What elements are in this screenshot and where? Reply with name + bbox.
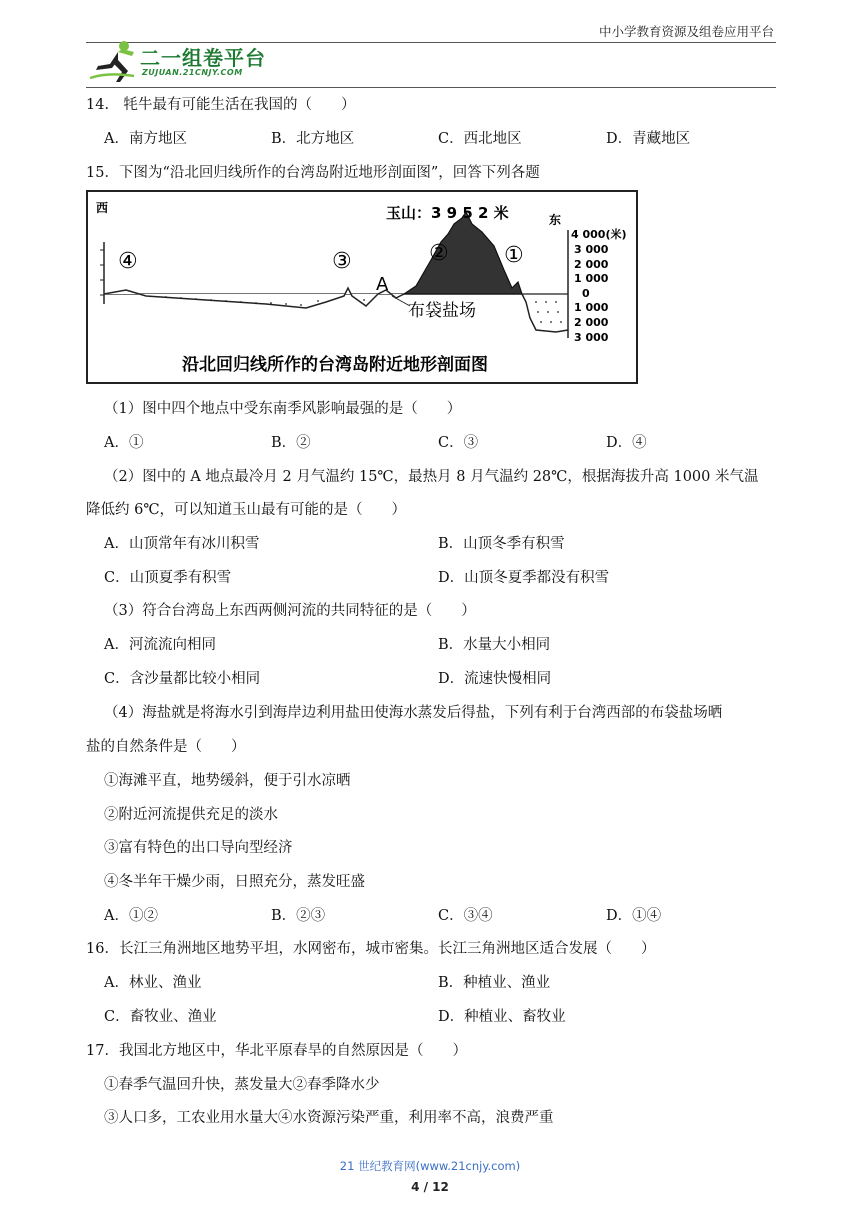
q14-option-a[interactable]: A．南方地区 <box>104 131 187 147</box>
q15-sub2-stem-line1: （2）图中的 A 地点最冷月 2 月气温约 15℃，最热月 8 月气温约 28℃，根据海拔升高 1000 米气温 <box>104 469 759 485</box>
q15-sub1-option-b[interactable]: B．② <box>271 435 311 451</box>
q15-sub4-option-b[interactable]: B．②③ <box>271 908 326 924</box>
terrain-profile-figure <box>86 190 638 384</box>
q16-stem: 16．长江三角洲地区地势平坦，水网密布，城市密集。长江三角洲地区适合发展（ ） <box>86 941 656 957</box>
tick-0: 0 <box>582 287 590 300</box>
point-1: ① <box>504 243 524 268</box>
saltfield-label: 布袋盐场 <box>408 301 476 321</box>
tick-neg1000: 1 000 <box>574 301 609 314</box>
q15-sub1-option-c[interactable]: C．③ <box>438 435 479 451</box>
q16-option-b[interactable]: B．种植业、渔业 <box>438 975 551 991</box>
q15-stem: 15．下图为“沿北回归线所作的台湾岛附近地形剖面图”，回答下列各题 <box>86 165 540 181</box>
q15-sub2-option-a[interactable]: A．山顶常年有冰川积雪 <box>104 536 260 552</box>
q15-sub3-option-a[interactable]: A．河流流向相同 <box>104 637 216 653</box>
point-3: ③ <box>332 249 352 274</box>
point-4: ④ <box>118 249 138 274</box>
q15-sub4-option-c[interactable]: C．③④ <box>438 908 493 924</box>
point-2: ② <box>429 241 449 266</box>
logo-subtitle: ZUJUAN.21CNJY.COM <box>142 68 243 77</box>
q16-option-c[interactable]: C．畜牧业、渔业 <box>104 1009 217 1025</box>
q15-sub2-option-c[interactable]: C．山顶夏季有积雪 <box>104 570 232 586</box>
q14-option-c[interactable]: C．西北地区 <box>438 131 522 147</box>
q15-sub4-item-1: ①海滩平直，地势缓斜，便于引水凉晒 <box>104 773 351 789</box>
q16-option-a[interactable]: A．林业、渔业 <box>104 975 202 991</box>
q14-option-b[interactable]: B．北方地区 <box>271 131 355 147</box>
q15-sub4-stem-line2: 盐的自然条件是（ ） <box>86 739 246 755</box>
q15-sub1-option-a[interactable]: A．① <box>104 435 144 451</box>
header-divider-lower <box>86 87 776 88</box>
tick-neg3000: 3 000 <box>574 331 609 344</box>
q15-sub2-stem-line2: 降低约 6℃，可以知道玉山最有可能的是（ ） <box>86 502 407 518</box>
logo <box>88 38 278 84</box>
tick-3000: 3 000 <box>574 243 609 256</box>
logo-name: 二一组卷平台 <box>140 46 266 70</box>
q16-option-d[interactable]: D．种植业、畜牧业 <box>438 1009 566 1025</box>
q15-sub3-option-b[interactable]: B．水量大小相同 <box>438 637 551 653</box>
q14-stem: 14. 牦牛最有可能生活在我国的（ ） <box>86 97 356 113</box>
q14-option-d[interactable]: D．青藏地区 <box>606 131 691 147</box>
tick-neg2000: 2 000 <box>574 316 609 329</box>
q15-sub4-item-2: ②附近河流提供充足的淡水 <box>104 807 278 823</box>
tick-4000: 4 000(米) <box>571 228 627 241</box>
footer-link[interactable]: 21 世纪教育网(www.21cnjy.com) <box>339 1159 521 1173</box>
q15-sub3-stem: （3）符合台湾岛上东西两侧河流的共同特征的是（ ） <box>104 603 476 619</box>
q15-sub2-option-b[interactable]: B．山顶冬季有积雪 <box>438 536 565 552</box>
west-label: 西 <box>96 201 109 215</box>
peak-label: 玉山：3 9 5 2 米 <box>386 204 509 222</box>
q15-sub4-item-3: ③富有特色的出口导向型经济 <box>104 840 293 856</box>
q15-sub4-item-4: ④冬半年干燥少雨，日照充分，蒸发旺盛 <box>104 874 365 890</box>
q15-sub3-option-d[interactable]: D．流速快慢相同 <box>438 671 552 687</box>
q15-sub1-stem: （1）图中四个地点中受东南季风影响最强的是（ ） <box>104 401 462 417</box>
tick-1000: 1 000 <box>574 272 609 285</box>
q17-items-line2: ③人口多，工农业用水量大④水资源污染严重，利用率不高，浪费严重 <box>104 1110 554 1126</box>
tick-2000: 2 000 <box>574 258 609 271</box>
q17-items-line1: ①春季气温回升快，蒸发量大②春季降水少 <box>104 1077 380 1093</box>
q17-stem: 17．我国北方地区中，华北平原春旱的自然原因是（ ） <box>86 1043 467 1059</box>
q15-sub1-option-d[interactable]: D．④ <box>606 435 647 451</box>
platform-name: 中小学教育资源及组卷应用平台 <box>598 24 774 39</box>
q15-sub4-option-a[interactable]: A．①② <box>104 908 158 924</box>
runner-icon <box>88 38 140 84</box>
q15-sub3-option-c[interactable]: C．含沙量都比较小相同 <box>104 671 261 687</box>
q15-sub4-stem-line1: （4）海盐就是将海水引到海岸边利用盐田使海水蒸发后得盐，下列有利于台湾西部的布袋盐场晒 <box>104 705 723 721</box>
page-number: 4 / 12 <box>411 1180 449 1194</box>
east-label: 东 <box>549 213 562 227</box>
point-a: A <box>376 274 389 295</box>
figure-caption: 沿北回归线所作的台湾岛附近地形剖面图 <box>182 355 488 375</box>
q15-sub4-option-d[interactable]: D．①④ <box>606 908 662 924</box>
q15-sub2-option-d[interactable]: D．山顶冬夏季都没有积雪 <box>438 570 610 586</box>
